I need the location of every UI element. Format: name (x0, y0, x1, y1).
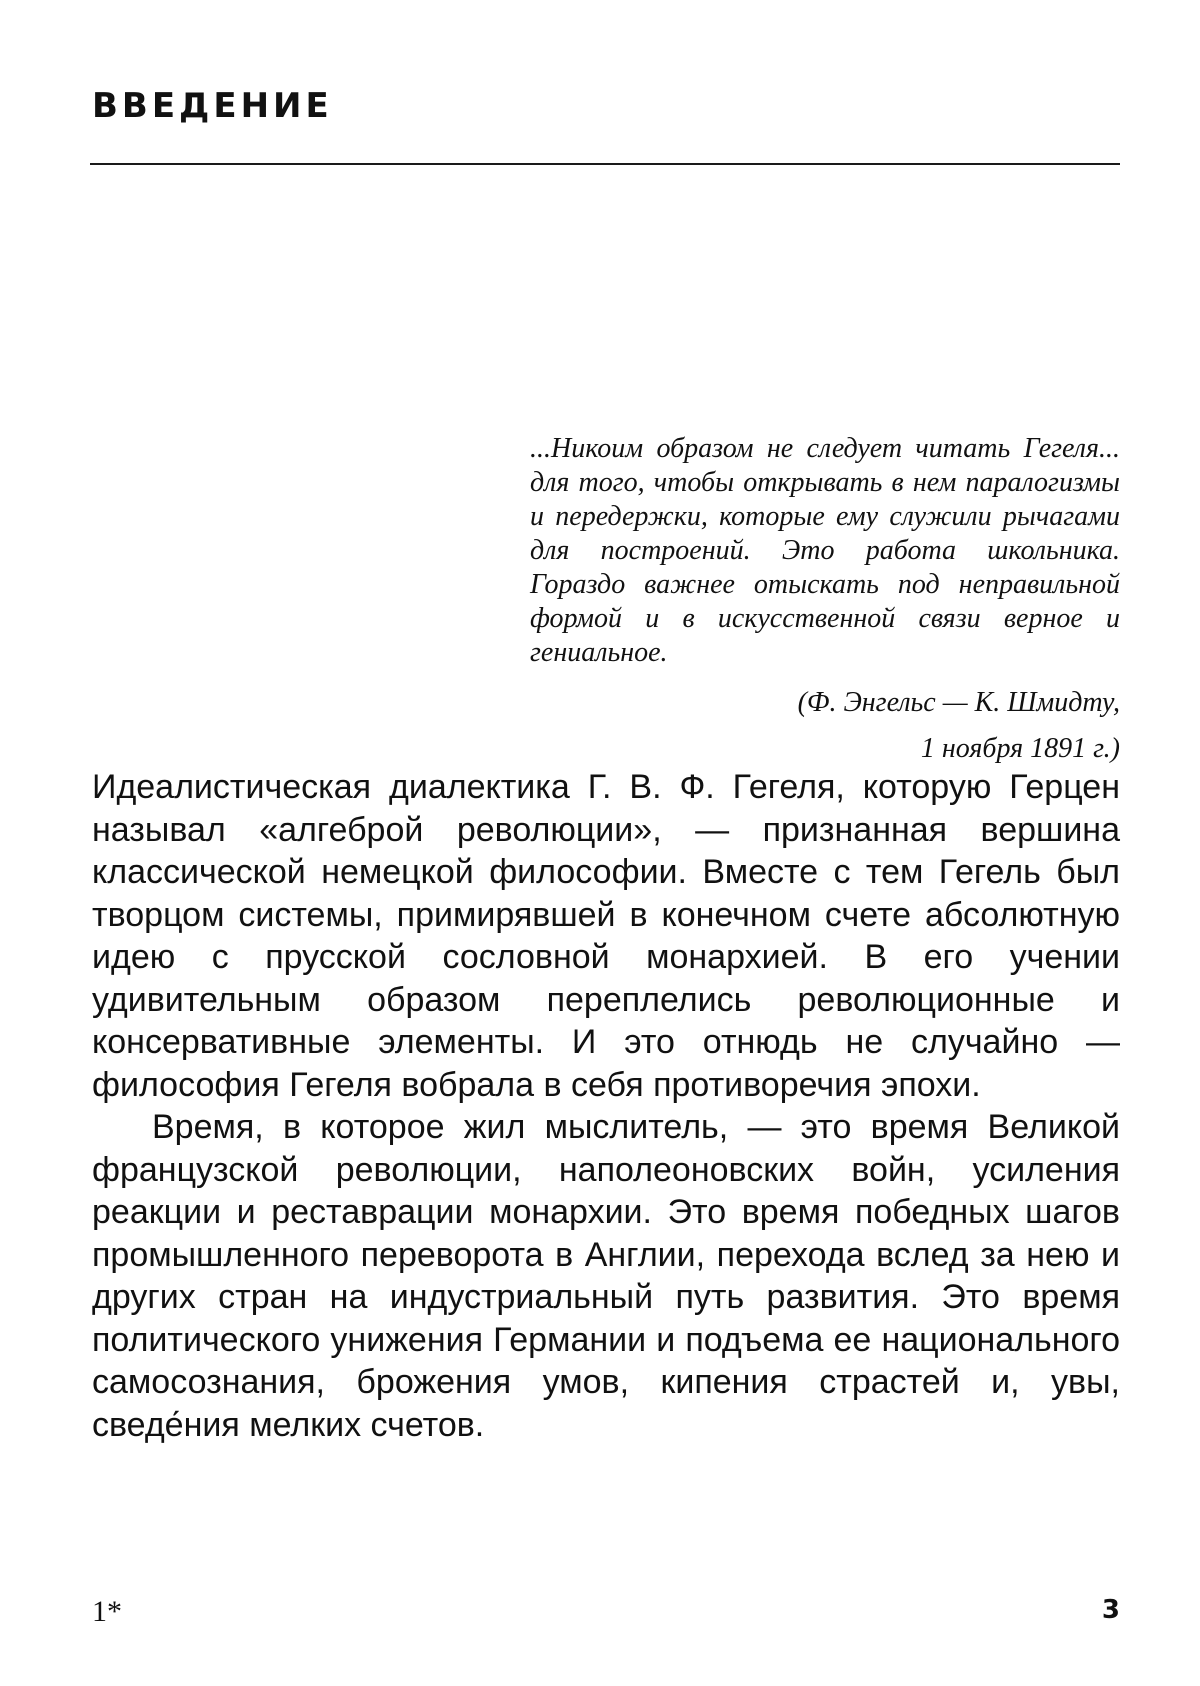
body-text (92, 766, 1120, 1446)
attribution-line-1: (Ф. Энгельс — К. Шмидту, (797, 687, 1120, 718)
epigraph-quote: ...Никоим образом не следует читать Гегеля... для того, чтобы открывать в нем паралогизмы и передержки, которые ему служили рычагами для построений. Это работа школьника. Гораздо важнее отыскать под неправильной формой и в искусственной связи верное и гениальное. (530, 433, 1120, 668)
epigraph (530, 432, 1120, 772)
epigraph-attribution (530, 680, 1120, 772)
signature-mark: 1* (92, 1595, 122, 1628)
paragraph-2: Время, в которое жил мыслитель, — это время Великой французской революции, наполеоновских войн, усиления реакции и реставрации монархии. Это время победных шагов промышленного переворота в Англии, перехода вслед за нею и других стран на индустриальный путь развития. Это время политического унижения Германии и подъема ее национального самосознания, брожения умов, кипения страстей и, увы, сведе́ния мелких счетов. (92, 1108, 1120, 1444)
attribution-line-2: 1 ноября 1891 г.) (920, 733, 1120, 764)
heading-rule (90, 163, 1120, 165)
page-number: 3 (1101, 1595, 1120, 1625)
paragraph-1: Идеалистическая диалектика Г. В. Ф. Гегеля, которую Герцен называл «алгеброй революции», — признанная вершина классической немецкой философии. Вместе с тем Гегель был творцом системы, примирявшей в конечном счете абсолютную идею с прусской сословной монархией. В его учении удивительным образом переплелись революционные и консервативные элементы. И это отнюдь не случайно — философия Гегеля вобрала в себя противоречия эпохи. (92, 768, 1120, 1104)
chapter-heading: ВВЕДЕНИЕ (92, 86, 333, 126)
